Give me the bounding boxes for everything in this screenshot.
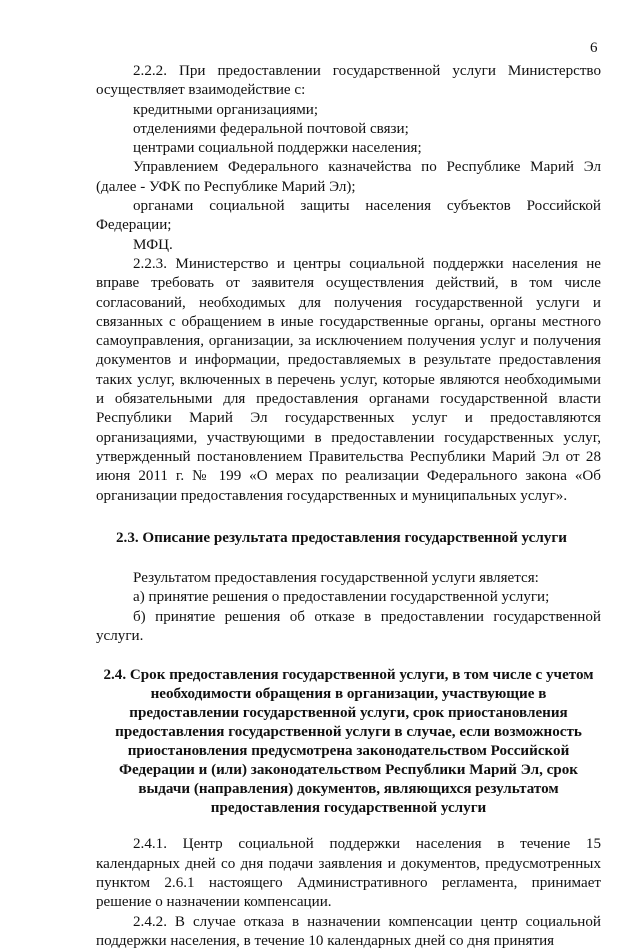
page-number: 6	[590, 40, 598, 57]
list-item: МФЦ.	[96, 236, 601, 255]
paragraph-2-2-2: 2.2.2. При предоставлении государственной услуги Министерство осуществляет взаимодействие с:	[96, 62, 601, 101]
document-body	[96, 62, 601, 951]
paragraph-2-4-2: 2.4.2. В случае отказа в назначении компенсации центр социальной поддержки населения, в течение 10 календарных дней со дня принятия	[96, 913, 601, 951]
list-item: а) принятие решения о предоставлении государственной услуги;	[96, 588, 601, 607]
list-item: центрами социальной поддержки населения;	[96, 139, 601, 158]
paragraph-2-2-3: 2.2.3. Министерство и центры социальной поддержки населения не вправе требовать от заявителя осуществления действий, в том числе согласований, необходимых для получения государственной услуги и связанных с обращением в иные государственные органы, органы местного самоуправления, организации, за исключением получения услуг и получения документов и информации, предоставляемых в результате предоставления таких услуг, включенных в перечень услуг, которые являются необходимыми и обязательными для предоставления органами государственной власти Республики Марий Эл государственных услуг и предоставляются организациями, участвующими в предоставлении государственных услуг, утвержденный постановлением Правительства Республики Марий Эл от 28 июня 2011 г. № 199 «О мерах по реализации Федерального закона «Об организации предоставления государственных и муниципальных услуг».	[96, 255, 601, 506]
list-item: отделениями федеральной почтовой связи;	[96, 120, 601, 139]
list-item: б) принятие решения об отказе в предоставлении государственной услуги.	[96, 608, 601, 647]
section-heading-2-3: 2.3. Описание результата предоставления государственной услуги	[116, 529, 601, 548]
paragraph-result: Результатом предоставления государственной услуги является:	[96, 569, 601, 588]
section-heading-2-4: 2.4. Срок предоставления государственной услуги, в том числе с учетом необходимости обращения в организации, участвующие в предоставлении государственной услуги, срок приостановления предоставления государственной услуги в случае, если возможность приостановления предусмотрена законодательством Российской Федерации и (или) законодательством Республики Марий Эл, срок выдачи (направления) документов, являющихся результатом предоставления государственной услуги	[96, 666, 601, 818]
list-item: Управлением Федерального казначейства по Республике Марий Эл (далее - УФК по Республике Марий Эл);	[96, 158, 601, 197]
list-item: кредитными организациями;	[96, 101, 601, 120]
list-item: органами социальной защиты населения субъектов Российской Федерации;	[96, 197, 601, 236]
paragraph-2-4-1: 2.4.1. Центр социальной поддержки населения в течение 15 календарных дней со дня подачи заявления и документов, предусмотренных пунктом 2.6.1 настоящего Административного регламента, принимает решение о назначении компенсации.	[96, 835, 601, 912]
